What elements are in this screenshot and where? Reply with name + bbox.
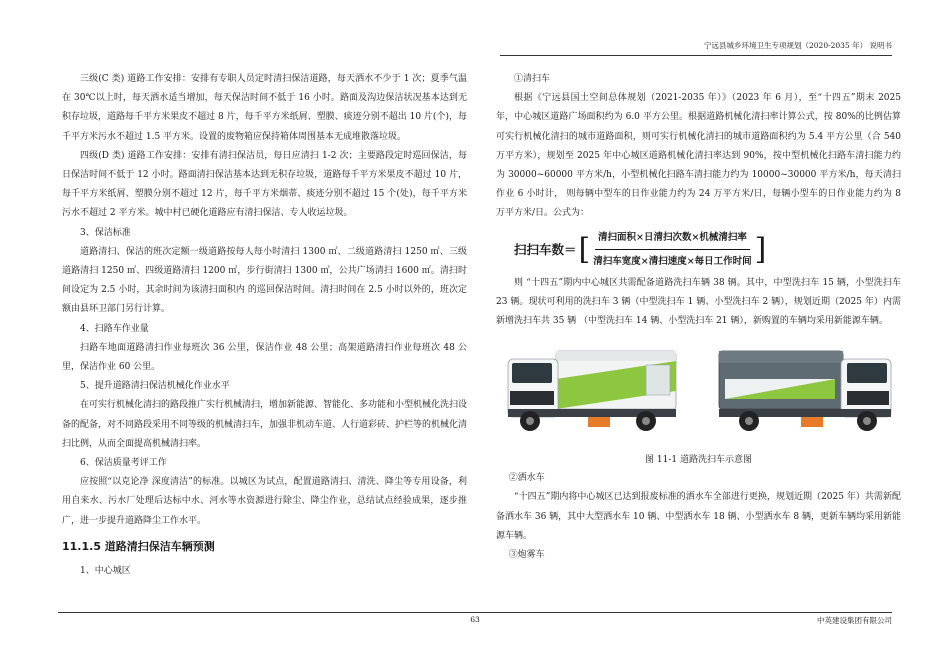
footer-divider (58, 612, 892, 613)
paragraph-water-truck: “十四五”期内将中心城区已达到报废标准的洒水车全部进行更换，规划近期（2025 年）共需新配备洒水车 36 辆，其中大型洒水车 10 辆、中型洒水车 18 辆、小型洒水车 8 辆，更新车辆均采用新能源车辆。 (496, 492, 901, 541)
subheading-fog-cannon-truck: ③炮雾车 (508, 550, 545, 561)
header-title: 宁远县城乡环境卫生专项规划（2020-2035 年） 说明书 (704, 41, 892, 50)
figure-caption: 图 11-1 道路洗扫车示意图 (645, 455, 752, 466)
subheading-water-truck: ②洒水车 (508, 473, 545, 484)
paragraph-quality-evaluation: 应按照“以克论净 深度清洁”的标准。以城区为试点，配置道路清扫、清洗、降尘等专用设备，利用自来水、污水厂处理后达标中水、河水等水资源进行除尘、降尘作业，总结试点经验成果，逐步推广，进一步提升道路降尘工作水平。 (62, 477, 467, 526)
formula-denominator: 清扫车宽度×清扫速度×每日工作时间 (593, 256, 752, 268)
subheading-cleaning-standard: 3、保洁标准 (80, 227, 131, 238)
paragraph-sweeper-result: 则 “十四五”期内中心城区共需配备道路洗扫车辆 38 辆。其中，中型洗扫车 15 辆，小型洗扫车 23 辆。现状可利用的洗扫车 3 辆（中型洗扫车 1 辆、小型洗扫车 2 辆），规划近期（2025 年）内需新增洗扫车共 35 辆 （中型洗扫车 14 辆、小型洗扫车 21 辆），新购置的车辆均采用新能源车辆。 (496, 277, 901, 327)
footer-company: 中英建设集团有限公司 (817, 616, 892, 625)
page-number: 63 (470, 615, 480, 624)
paragraph-sweeper-workload: 扫路车地面道路清扫作业每班次 36 公里，保洁作业 48 公里；高架道路清扫作业每班次 48 公里，保洁作业 60 公里。 (62, 342, 467, 373)
sweeper-truck-grey-image (705, 339, 901, 439)
formula-bracket-right: ] (754, 231, 767, 267)
right-column (496, 70, 901, 565)
paragraph-sweeper-calculation: 根据《宁远县国土空间总体规划（2021-2035 年）》（2023 年 6 月），至“十四五”期末 2025 年，中心城区道路广场面积约为 6.0 平方公里。根据道路机械化清扫率计算公式，按 80%的比例估算可实行机械化清扫的城市道路面积，则可实行机械化清扫的城市道路面积约为 5.4 平方公里（合 540 万平方米），规划至 2025 年中心城区道路机械化清扫率达到 90%，按中型机械化扫路车清扫能力约为 30000~60000 平方米/h，小型机械化扫路车清扫能力约为 10000~30000 平方米/h，每天清扫作业 6 小时计， 则每辆中型车的日作业能力约为 24 万平方米/日，每辆小型车的日作业能力约为 8 万平方米/日。公式为： (496, 93, 901, 219)
paragraph-class-c-roads: 三级(C 类) 道路工作安排：安排有专职人员定时清扫保洁道路，每天洒水不少于 1 次；夏季气温在 30℃以上时，每天洒水适当增加，每天保洁时间不低于 16 小时。路面及沟边保洁状况基本达到无积存垃圾，道路每千平方米果皮不超过 8 片，每千平方米纸屑、塑膜、痰迹分别不超出 10 片(个)，每千平方米污水不超过 1.5 平方米。设置的废物箱应保持箱体周围基本无成堆散落垃圾。 (62, 74, 467, 142)
formula-numerator: 清扫面积×日清扫次数×机械清扫率 (595, 228, 750, 250)
section-heading-11-1-5: 11.1.5 道路清扫保洁车辆预测 (62, 539, 215, 553)
formula-lhs: 扫扫车数＝ (514, 242, 577, 258)
left-column (62, 70, 467, 581)
sweeper-truck-green-image (496, 339, 692, 439)
formula-fraction (590, 228, 754, 271)
figure-sweeper-trucks (496, 339, 901, 439)
formula-bracket-left: [ (578, 231, 591, 267)
sweeper-count-formula (514, 230, 901, 270)
subheading-sweeper: ①清扫车 (514, 74, 551, 84)
subheading-central-district: 1、中心城区 (80, 565, 131, 576)
page-header (500, 39, 892, 56)
subheading-mechanization: 5、提升道路清扫保洁机械化作业水平 (80, 381, 230, 392)
subheading-quality-evaluation: 6、保洁质量考评工作 (80, 458, 167, 469)
paragraph-class-d-roads: 四级(D 类) 道路工作安排：安排有清扫保洁员，每日应清扫 1-2 次；主要路段定时巡回保洁，每日保洁时间不低于 12 小时。路面清扫保洁基本达到无积存垃圾，道路每千平方米果皮不超过 10 片，每千平方米纸屑、塑膜分别不超过 12 片，每千平方米烟蒂、痰迹分别不超过 15 个(处)，每千平方米污水不超过 2 平方米。城中村已硬化道路应有清扫保洁、专人收运垃圾。 (62, 150, 467, 219)
paragraph-cleaning-standard: 道路清扫、保洁的班次定额一级道路按每人每小时清扫 1300 ㎡、二级道路清扫 1250 ㎡、三级道路清扫 1250 ㎡、四级道路清扫 1200 ㎡，步行街清扫 1300 ㎡，公共广场清扫 1600 ㎡。清扫时间设定为 2.5 小时，其余时间为该清扫面积内 的巡回保洁时间。清扫时间在 2.5 小时以外的，班次定额由县环卫部门另行计算。 (62, 246, 467, 315)
subheading-sweeper-workload: 4、扫路车作业量 (80, 323, 149, 334)
paragraph-mechanization: 在可实行机械化清扫的路段推广实行机械清扫，增加新能源、智能化、多功能和小型机械化洗扫设备的配备，对不同路段采用不同等级的机械清扫车，加强非机动车道、人行道彩砖、护栏等的机械化清扫比例，从而全面提高机械清扫率。 (62, 400, 468, 449)
